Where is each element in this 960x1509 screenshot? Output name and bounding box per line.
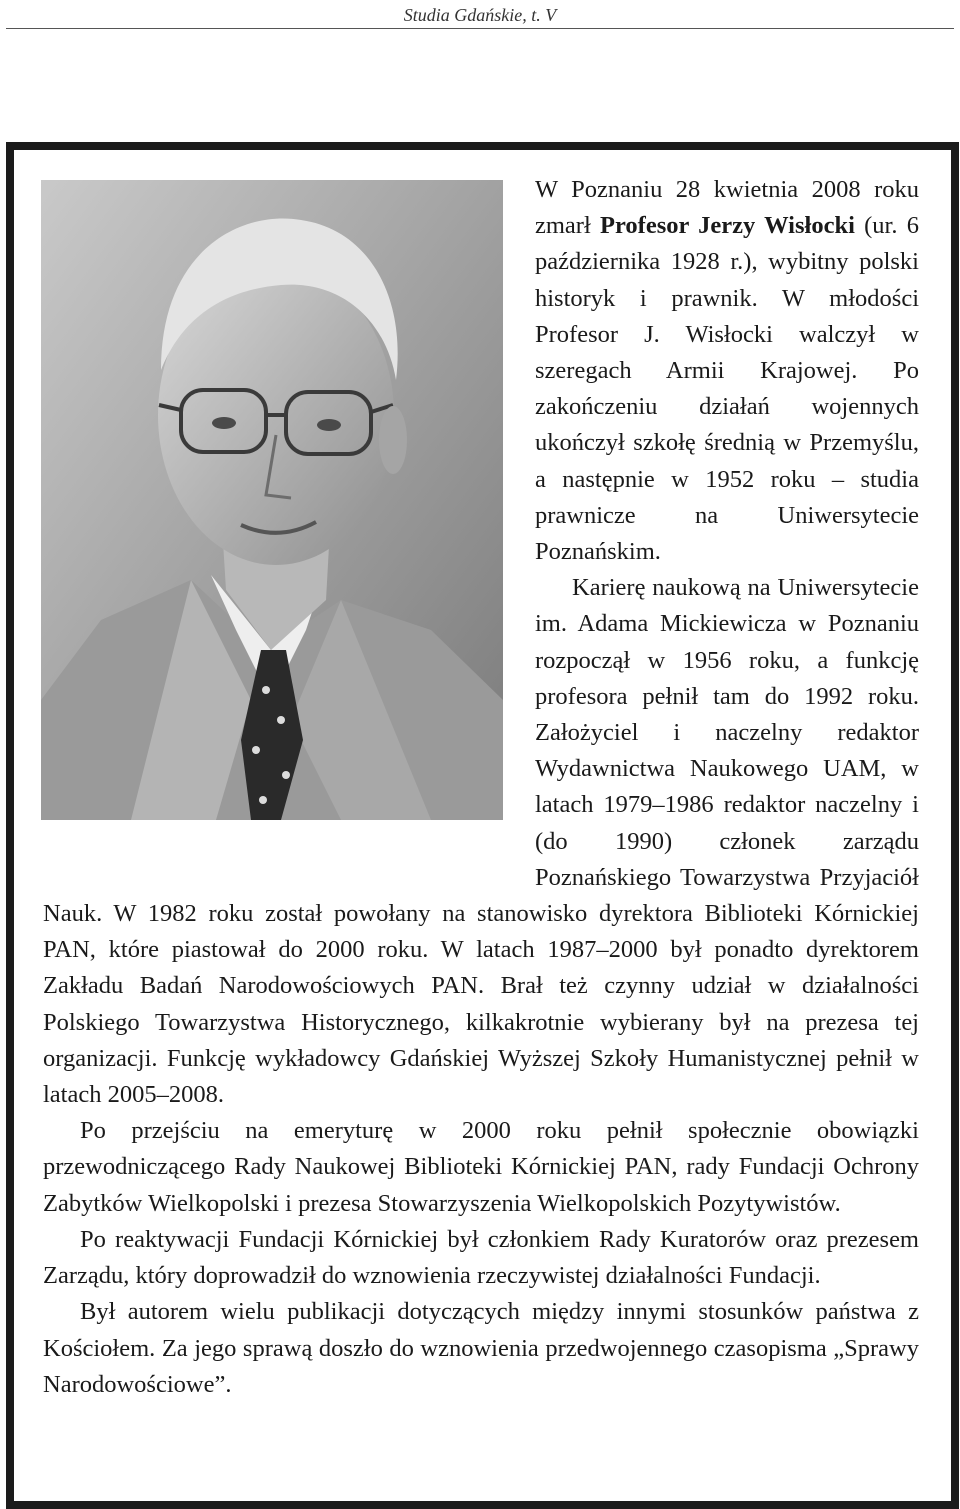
header-divider: [6, 28, 954, 29]
paragraph-text: Po reaktywacji Fundacji Kórnickiej był członkiem Rady Kuratorów oraz prezesem Zarządu, który doprowadził do wznowienia rzeczywistej działalności Fundacji.: [43, 1225, 919, 1290]
paragraph-text: (ur. 6 października 1928 r.), wybitny polski historyk i prawnik. W młodości Profesor J. Wisłocki walczył w szeregach Armii Krajowej. Po zakończeniu działań wojennych ukończył szkołę średnią w Przemyślu, a następnie w 1952 roku – studia prawnicze na Uniwersytecie Poznańskim.: [535, 212, 919, 566]
obituary-paragraph: [43, 1113, 919, 1222]
obituary-paragraph: [43, 1294, 919, 1403]
paragraph-text: Po przejściu na emeryturę w 2000 roku pełnił społecznie obowiązki przewodniczącego Rady Naukowej Biblioteki Kórnickiej PAN, rady Fundacji Ochrony Zabytków Wielkopolski i prezesa Stowarzyszenia Wielkopolskich Pozytywistów.: [43, 1117, 919, 1217]
obituary-paragraph: [43, 1222, 919, 1294]
obituary-text: [43, 172, 919, 1403]
subject-name: Profesor Jerzy Wisłocki: [600, 212, 855, 240]
paragraph-text: Karierę naukową na Uniwersytecie im. Adama Mickiewicza w Poznaniu rozpoczął w 1956 roku, a funkcję profesora pełnił tam do 1992 roku. Założyciel i naczelny redaktor Wydawnictwa Naukowego UAM, w latach 1979–1986 redaktor naczelny i (do 1990) członek zarządu Poznańskiego Towarzystwa Przyjaciół Nauk. W 1982 roku został powołany na stanowisko dyrektora Biblioteki Kórnickiej PAN, które piastował do 2000 roku. W latach 1987–2000 był ponadto dyrektorem Zakładu Badań Narodowościowych PAN. Brał też czynny udział w działalności Polskiego Towarzystwa Historycznego, kilkakrotnie wybierany był na prezesa tej organizacji. Funkcję wykładowcy Gdańskiej Wyższej Szkoły Humanistycznej pełnił w latach 2005–2008.: [43, 574, 919, 1109]
paragraph-text: W Poznaniu 28 kwietnia 2008 roku zmarł: [535, 176, 919, 240]
running-header: Studia Gdańskie, t. V: [403, 5, 557, 25]
paragraph-text: Był autorem wielu publikacji dotyczących między innymi stosunków państwa z Kościołem. Za jego sprawą doszło do wznowienia przedwojennego czasopisma „Sprawy Narodowościowe”.: [43, 1298, 919, 1398]
portrait-wrap-space: [43, 172, 535, 864]
